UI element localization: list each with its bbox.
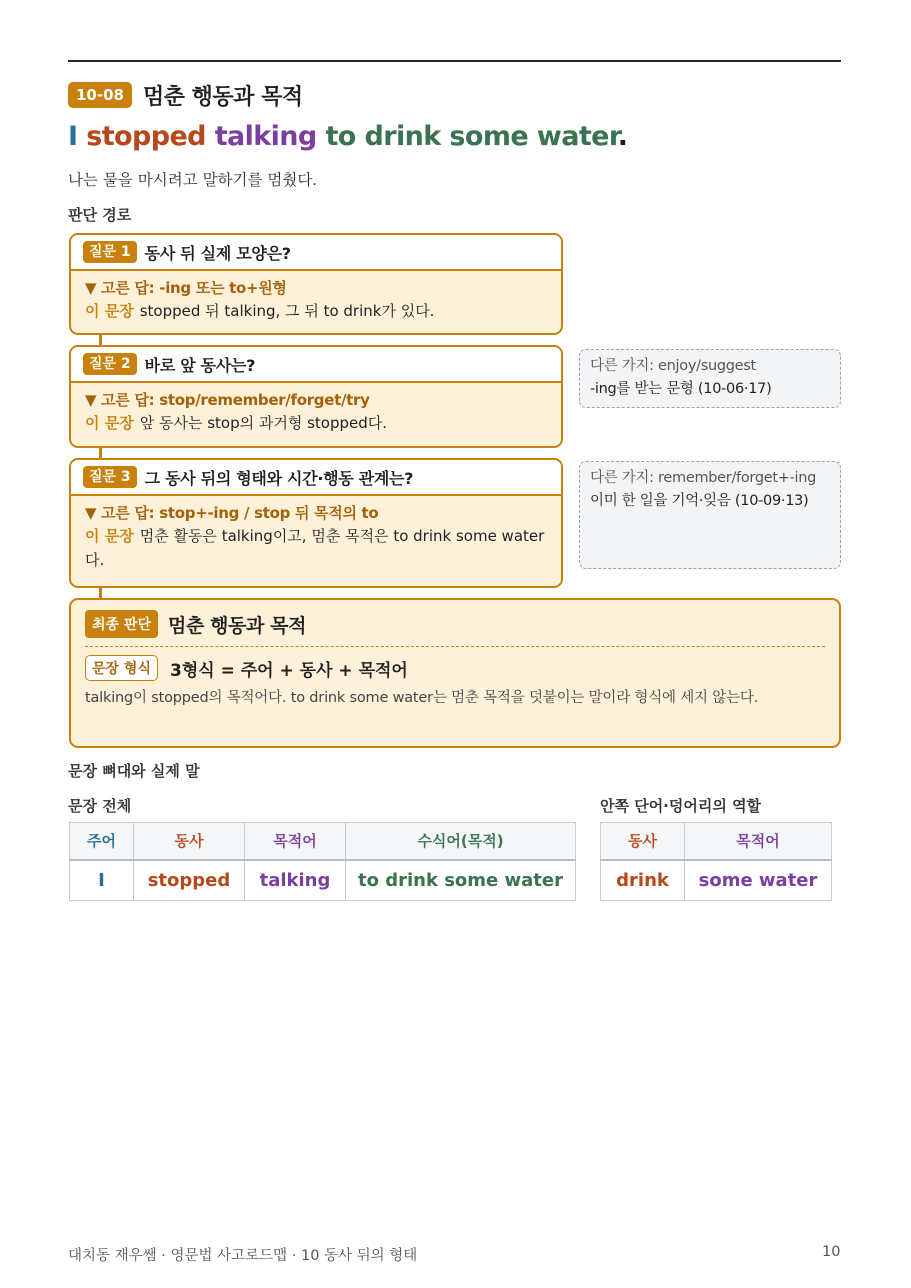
example-sentence bbox=[68, 121, 627, 152]
footer-text: 대치동 재우쌤 · 영문법 사고로드맵 · 10 동사 뒤의 형태 bbox=[68, 1248, 418, 1264]
branch-note-2 bbox=[579, 461, 841, 569]
skeleton-label: 문장 뼈대와 실제 말 bbox=[68, 762, 200, 780]
question-body bbox=[71, 496, 561, 578]
cell-object: talking bbox=[245, 860, 346, 901]
question-body bbox=[71, 271, 561, 330]
branch-note-value: 이미 한 일을 기억·잊음 (10-09·13) bbox=[590, 493, 809, 510]
branch-note-key: 다른 가지: enjoy/suggest bbox=[590, 358, 756, 374]
question-header bbox=[71, 460, 561, 496]
this-sentence-tag: 이 문장 bbox=[85, 414, 134, 433]
header-object: 목적어 bbox=[245, 823, 346, 860]
inner-roles-label: 안쪽 단어·덩어리의 역할 bbox=[600, 797, 762, 815]
question-box-3 bbox=[69, 458, 563, 588]
whole-sentence-label: 문장 전체 bbox=[68, 797, 132, 815]
this-sentence-text: 멈춘 활동은 talking이고, 멈춘 목적은 to drink some water다. bbox=[85, 527, 545, 569]
this-sentence-tag: 이 문장 bbox=[85, 527, 134, 546]
question-badge: 질문 3 bbox=[83, 466, 137, 488]
page-number: 10 bbox=[822, 1244, 841, 1260]
sentence-form-text: 3형식 = 주어 + 동사 + 목적어 bbox=[169, 660, 408, 681]
branch-note-1 bbox=[579, 349, 841, 408]
chosen-answer: ▼ 고른 답: stop+-ing / stop 뒤 목적의 to bbox=[85, 504, 379, 522]
question-badge: 질문 2 bbox=[83, 353, 137, 375]
sentence-subject: I bbox=[68, 121, 78, 152]
cell-modifier: to drink some water bbox=[346, 860, 576, 901]
branch-note-key: 다른 가지: remember/forget+-ing bbox=[590, 470, 817, 486]
sentence-object: talking bbox=[214, 121, 317, 152]
sentence-form-row bbox=[85, 655, 825, 681]
header-object: 목적어 bbox=[685, 823, 832, 860]
question-badge: 질문 1 bbox=[83, 241, 137, 263]
this-sentence-text: 앞 동사는 stop의 과거형 stopped다. bbox=[139, 414, 388, 433]
top-rule bbox=[68, 60, 841, 62]
cell-object: some water bbox=[685, 860, 832, 901]
question-header bbox=[71, 235, 561, 271]
sentence-verb: stopped bbox=[86, 121, 206, 152]
path-label: 판단 경로 bbox=[68, 206, 132, 224]
this-sentence-text: stopped 뒤 talking, 그 뒤 to drink가 있다. bbox=[139, 302, 435, 321]
table-header-row bbox=[70, 823, 576, 860]
final-badge: 최종 판단 bbox=[85, 610, 158, 638]
header-verb: 동사 bbox=[134, 823, 245, 860]
question-header bbox=[71, 347, 561, 383]
this-sentence-tag: 이 문장 bbox=[85, 302, 134, 321]
whole-sentence-table bbox=[69, 822, 576, 901]
question-box-1 bbox=[69, 233, 563, 335]
table-row bbox=[601, 860, 832, 901]
section-code-badge: 10-08 bbox=[68, 82, 132, 109]
chosen-answer: ▼ 고른 답: -ing 또는 to+원형 bbox=[85, 279, 287, 297]
question-title: 바로 앞 동사는? bbox=[144, 355, 256, 375]
cell-subject: I bbox=[70, 860, 134, 901]
final-description: talking이 stopped의 목적어다. to drink some water는 멈춘 목적을 덧붙이는 말이라 형식에 세지 않는다. bbox=[85, 690, 759, 706]
section-title: 멈춘 행동과 목적 bbox=[142, 84, 303, 110]
inner-roles-table bbox=[600, 822, 832, 901]
cell-verb: drink bbox=[601, 860, 685, 901]
sentence-translation: 나는 물을 마시려고 말하기를 멈췄다. bbox=[68, 171, 318, 189]
header-modifier: 수식어(목적) bbox=[346, 823, 576, 860]
question-box-2 bbox=[69, 345, 563, 448]
sentence-modifier: to drink some water bbox=[325, 121, 618, 152]
final-judgement-box bbox=[69, 598, 841, 748]
chosen-answer: ▼ 고른 답: stop/remember/forget/try bbox=[85, 391, 370, 409]
header-subject: 주어 bbox=[70, 823, 134, 860]
question-body bbox=[71, 383, 561, 442]
sentence-form-badge: 문장 형식 bbox=[85, 655, 158, 681]
table-header-row bbox=[601, 823, 832, 860]
cell-verb: stopped bbox=[134, 860, 245, 901]
final-title: 멈춘 행동과 목적 bbox=[167, 614, 307, 637]
table-row bbox=[70, 860, 576, 901]
section-header bbox=[68, 79, 303, 111]
branch-note-value: -ing를 받는 문형 (10-06·17) bbox=[590, 381, 772, 398]
question-title: 그 동사 뒤의 형태와 시간·행동 관계는? bbox=[144, 468, 414, 488]
question-title: 동사 뒤 실제 모양은? bbox=[144, 243, 291, 263]
header-verb: 동사 bbox=[601, 823, 685, 860]
final-header bbox=[85, 610, 825, 638]
final-divider bbox=[85, 646, 825, 647]
sentence-period: . bbox=[617, 121, 628, 152]
